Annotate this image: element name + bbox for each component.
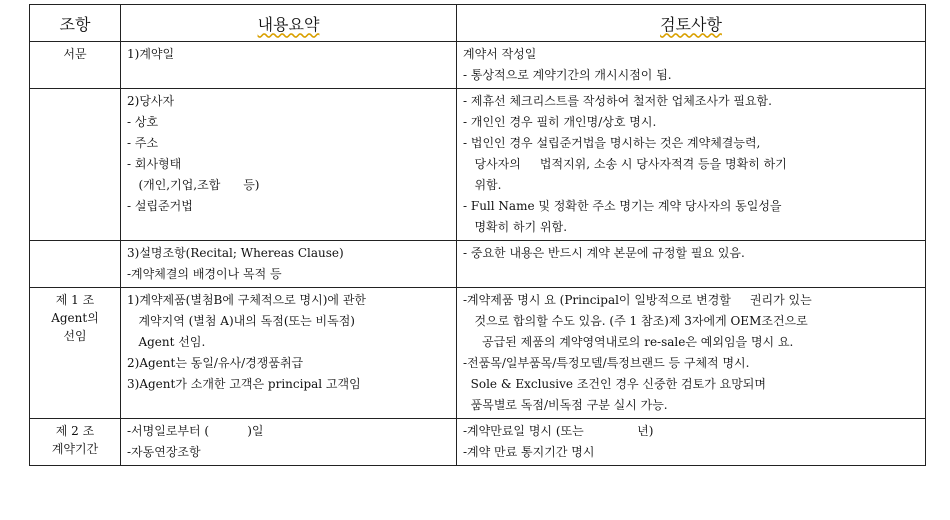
review-line (463, 264, 925, 285)
clause-line: 선임 (63, 329, 87, 343)
review-line: 계약서 작성일 (463, 47, 537, 61)
summary-header: 내용요약 (121, 5, 457, 42)
summary-line: - 회사형태 (127, 157, 182, 171)
review-line: 공급된 제품의 계약영역내로의 re-sale은 예외임을 명시 요. (463, 335, 794, 349)
review-line: - 중요한 내용은 반드시 계약 본문에 규정할 필요 있음. (463, 246, 745, 260)
summary-line: 계약지역 (별첨 A)내의 독점(또는 비독점) (127, 314, 355, 328)
review-cell (457, 288, 926, 419)
clause-line: 제 2 조 (55, 424, 95, 438)
review-line: 위함. (463, 178, 502, 192)
clause-cell (30, 288, 121, 419)
table-row (30, 241, 926, 288)
review-line: 명확히 하기 위함. (463, 220, 568, 234)
review-line: Sole & Exclusive 조건인 경우 신중한 검토가 요망되며 (463, 377, 766, 391)
review-header: 검토사항 (457, 5, 926, 42)
review-line: 당사자의 법적지위, 소송 시 당사자적격 등을 명확히 하기 (463, 157, 787, 171)
table-row (30, 288, 926, 419)
summary-line: 1)계약제품(별첨B에 구체적으로 명시)에 관한 (127, 293, 367, 307)
table-row (30, 419, 926, 466)
summary-line: -계약체결의 배경이나 목적 등 (127, 267, 282, 281)
summary-cell (121, 419, 457, 466)
review-line: -계약제품 명시 요 (Principal이 일방적으로 변경할 권리가 있는 (463, 293, 812, 307)
review-line: -전품목/일부품목/특정모델/특정브랜드 등 구체적 명시. (463, 356, 750, 370)
summary-line: - 설립준거법 (127, 199, 193, 213)
header-row (30, 5, 926, 42)
review-line: -계약만료일 명시 (또는 년) (463, 424, 654, 438)
clause-cell (30, 42, 121, 89)
summary-line: 2)Agent는 동일/유사/경쟁품취급 (127, 356, 304, 370)
summary-line: - 주소 (127, 136, 159, 150)
clause-line: 서문 (63, 47, 87, 61)
clause-cell (30, 419, 121, 466)
contract-review-table (29, 4, 926, 466)
clause-cell (30, 89, 121, 241)
summary-cell (121, 288, 457, 419)
summary-cell (121, 89, 457, 241)
summary-line: 3)Agent가 소개한 고객은 principal 고객임 (127, 377, 361, 391)
clause-cell (30, 241, 121, 288)
review-line: - 개인인 경우 필히 개인명/상호 명시. (463, 115, 657, 129)
clause-line: Agent의 (51, 311, 99, 325)
review-cell (457, 89, 926, 241)
table-row (30, 42, 926, 89)
summary-line: (개인,기업,조합 등) (127, 178, 260, 192)
review-cell (457, 42, 926, 89)
summary-line: 1)계약일 (127, 47, 175, 61)
review-line: - 통상적으로 계약기간의 개시시점이 됨. (463, 68, 672, 82)
review-cell (457, 419, 926, 466)
table-row (30, 89, 926, 241)
review-cell (457, 241, 926, 288)
summary-cell (121, 42, 457, 89)
review-line: - Full Name 및 정확한 주소 명기는 계약 당사자의 동일성을 (463, 199, 782, 213)
summary-line: - 상호 (127, 115, 159, 129)
review-line: -계약 만료 통지기간 명시 (463, 445, 595, 459)
clause-line: 계약기간 (51, 442, 99, 456)
clause-line: 제 1 조 (55, 293, 95, 307)
review-line: 것으로 합의할 수도 있음. (주 1 참조)제 3자에게 OEM조건으로 (463, 314, 808, 328)
summary-cell (121, 241, 457, 288)
clause-header: 조항 (30, 5, 121, 42)
review-line: - 법인인 경우 설립준거법을 명시하는 것은 계약체결능력, (463, 136, 761, 150)
review-line: - 제휴선 체크리스트를 작성하여 철저한 업체조사가 필요함. (463, 94, 772, 108)
summary-line: 2)당사자 (127, 94, 175, 108)
summary-line: -자동연장조항 (127, 445, 201, 459)
summary-line: 3)설명조항(Recital; Whereas Clause) (127, 246, 344, 260)
summary-line: -서명일로부터 ( )일 (127, 424, 264, 438)
review-line: 품목별로 독점/비독점 구분 실시 가능. (463, 398, 668, 412)
summary-line: Agent 선임. (127, 335, 206, 349)
